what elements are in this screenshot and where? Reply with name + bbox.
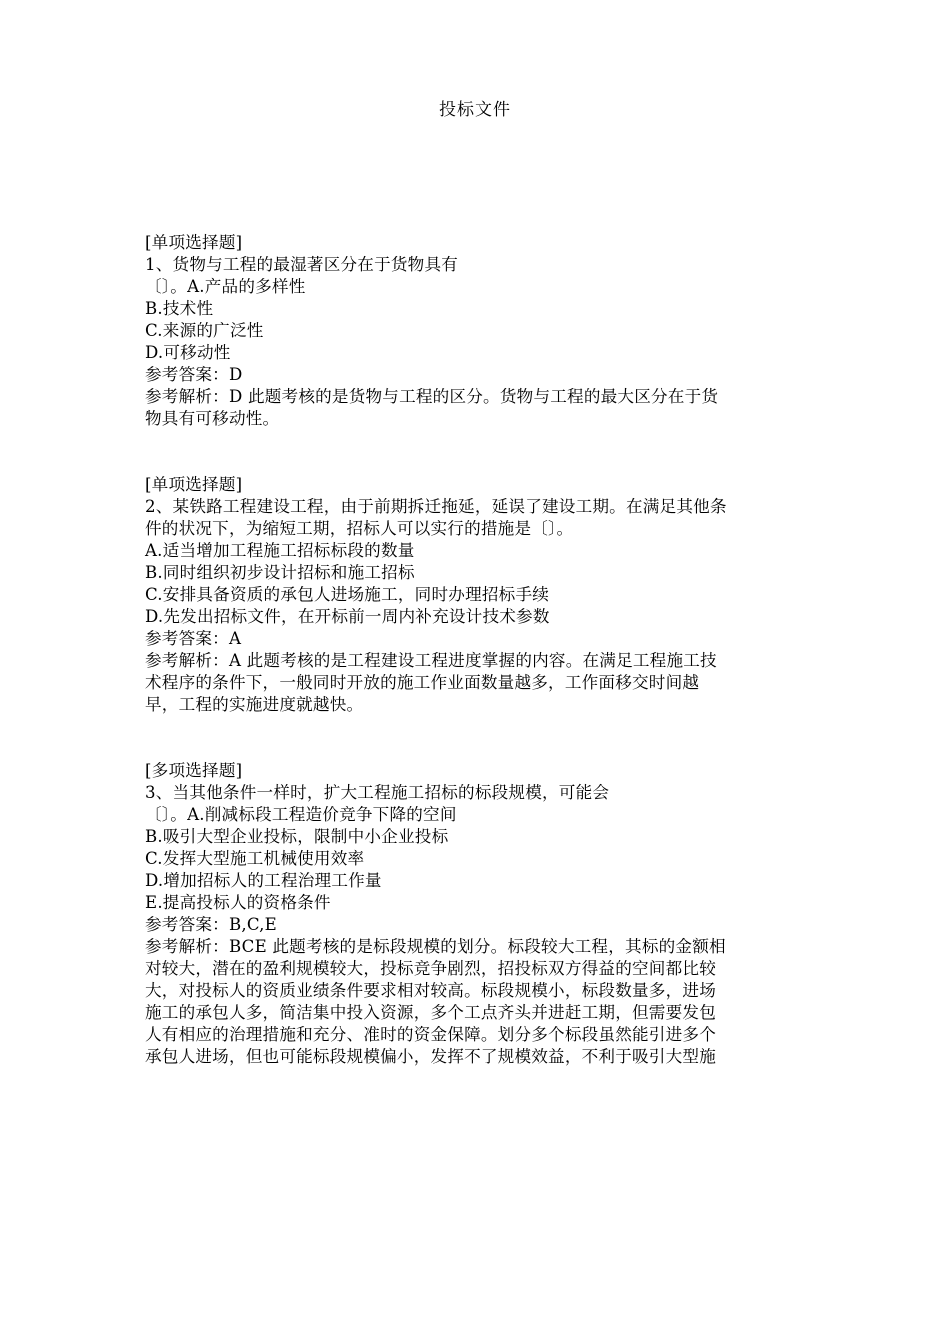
reference-explanation: 承包人进场，但也可能标段规模偏小，发挥不了规模效益，不利于吸引大型施	[145, 1047, 716, 1066]
question-option-a: 〔〕。A.削减标段工程造价竞争下降的空间	[145, 805, 457, 824]
reference-explanation: 参考解析：D 此题考核的是货物与工程的区分。货物与工程的最大区分在于货	[145, 387, 719, 406]
question-block-2	[145, 474, 805, 716]
question-option-a: A.适当增加工程施工招标标段的数量	[145, 541, 415, 560]
question-stem: 件的状况下，为缩短工期，招标人可以实行的措施是〔〕。	[145, 519, 574, 538]
question-option-d: D.可移动性	[145, 343, 231, 362]
reference-explanation: 术程序的条件下，一般同时开放的施工作业面数量越多，工作面移交时间越	[145, 673, 700, 692]
question-type: [单项选择题]	[145, 233, 243, 252]
question-type: [单项选择题]	[145, 475, 243, 494]
reference-explanation: 施工的承包人多，简洁集中投入资源，多个工点齐头并进赶工期，但需要发包	[145, 1003, 716, 1022]
question-option-c: C.来源的广泛性	[145, 321, 264, 340]
question-option-b: B.吸引大型企业投标，限制中小企业投标	[145, 827, 449, 846]
reference-explanation: 大，对投标人的资质业绩条件要求相对较高。标段规模小，标段数量多，进场	[145, 981, 716, 1000]
question-option-b: B.同时组织初步设计招标和施工招标	[145, 563, 415, 582]
question-option-d: D.先发出招标文件，在开标前一周内补充设计技术参数	[145, 607, 550, 626]
question-stem: 2、某铁路工程建设工程，由于前期拆迁拖延，延误了建设工期。在满足其他条	[145, 497, 727, 516]
question-option-a: 〔〕。A.产品的多样性	[145, 277, 306, 296]
question-block-1	[145, 232, 805, 430]
reference-explanation: 物具有可移动性。	[145, 409, 280, 428]
reference-answer: 参考答案：B,C,E	[145, 915, 277, 934]
reference-explanation: 早，工程的实施进度就越快。	[145, 695, 364, 714]
document-title: 投标文件	[439, 100, 511, 120]
reference-explanation: 人有相应的治理措施和充分、准时的资金保障。划分多个标段虽然能引进多个	[145, 1025, 716, 1044]
reference-explanation: 对较大，潜在的盈利规模较大，投标竞争剧烈，招投标双方得益的空间都比较	[145, 959, 716, 978]
question-option-e: E.提高投标人的资格条件	[145, 893, 331, 912]
reference-explanation: 参考解析：A 此题考核的是工程建设工程进度掌握的内容。在满足工程施工技	[145, 651, 717, 670]
question-stem: 1、货物与工程的最湿著区分在于货物具有	[145, 255, 459, 274]
question-stem: 3、当其他条件一样时，扩大工程施工招标的标段规模，可能会	[145, 783, 610, 802]
question-option-d: D.增加招标人的工程治理工作量	[145, 871, 382, 890]
question-type: [多项选择题]	[145, 761, 243, 780]
reference-answer: 参考答案：D	[145, 365, 243, 384]
question-block-3	[145, 760, 805, 1068]
reference-answer: 参考答案：A	[145, 629, 242, 648]
question-option-c: C.发挥大型施工机械使用效率	[145, 849, 365, 868]
question-option-b: B.技术性	[145, 299, 214, 318]
question-option-c: C.安排具备资质的承包人进场施工，同时办理招标手续	[145, 585, 550, 604]
reference-explanation: 参考解析：BCE 此题考核的是标段规模的划分。标段较大工程，其标的金额相	[145, 937, 726, 956]
